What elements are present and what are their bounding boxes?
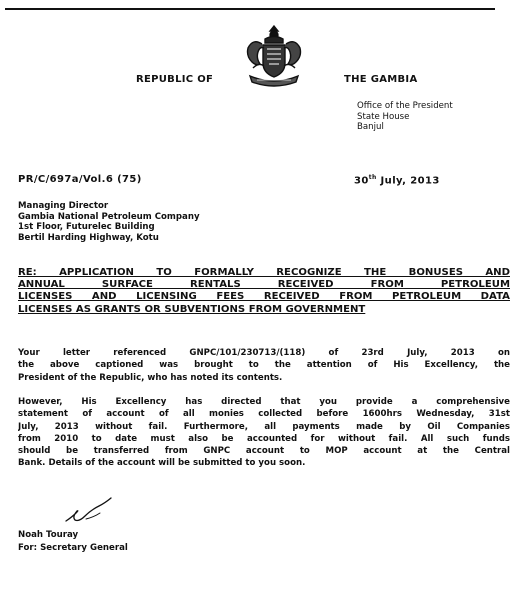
paragraph-line: Bank. Details of the account will be submitted to you soon. (18, 458, 306, 469)
signatory-block (18, 529, 128, 554)
reference-number: PR/C/697a/Vol.6 (75) (18, 174, 142, 185)
recipient-line: 1st Floor, Futurelec Building (18, 222, 155, 232)
subject-line-3: LICENSES AND LICENSING FEES RECEIVED FROM PETROLEUM DATA (18, 291, 510, 303)
letter-date (354, 174, 440, 186)
paragraph-line: from 2010 to date must also be accounted for without fail. All such funds (18, 433, 510, 444)
signatory-name: Noah Touray (18, 530, 79, 540)
paragraph-line: However, His Excellency has directed that you provide a comprehensive (18, 397, 510, 407)
signatory-title: For: Secretary General (18, 542, 128, 553)
handwritten-signature (56, 493, 136, 529)
recipient-address (18, 201, 200, 243)
subject-line (18, 267, 510, 316)
date-day: 30 (354, 175, 369, 187)
office-address (357, 101, 453, 133)
coat-of-arms-crest-icon (243, 24, 305, 88)
paragraph-line: should be transferred from GNPC account to MOP account at the Central (18, 446, 510, 457)
paragraph-line: Your letter referenced GNPC/101/230713/(118) of 23rd July, 2013 on (18, 348, 510, 358)
date-suffix: th (368, 174, 377, 181)
top-rule (5, 8, 495, 10)
paragraph-line: statement of account of all monies collected before 1600hrs Wednesday, 31st (18, 409, 510, 420)
date-rest: July, 2013 (376, 175, 440, 187)
the-gambia-label: THE GAMBIA (344, 74, 418, 85)
body-paragraph-1 (18, 347, 510, 384)
subject-line-2: ANNUAL SURFACE RENTALS RECEIVED FROM PETROLEUM (18, 279, 510, 291)
subject-line-1: RE: APPLICATION TO FORMALLY RECOGNIZE THE BONUSES AND (18, 267, 510, 278)
paragraph-line: President of the Republic, who has noted its contents. (18, 372, 283, 383)
republic-of-label: REPUBLIC OF (136, 74, 214, 85)
office-line: Banjul (357, 122, 384, 132)
paragraph-line: the above captioned was brought to the attention of His Excellency, the (18, 360, 510, 371)
recipient-line: Gambia National Petroleum Company (18, 211, 200, 222)
office-line: State House (357, 111, 410, 122)
recipient-line: Bertil Harding Highway, Kotu (18, 232, 159, 243)
office-line: Office of the President (357, 101, 453, 111)
body-paragraph-2 (18, 396, 510, 470)
recipient-line: Managing Director (18, 201, 109, 211)
subject-line-4: LICENSES AS GRANTS OR SUBVENTIONS FROM GOVERNMENT (18, 303, 366, 315)
paragraph-line: July, 2013 without fail. Furthermore, all payments made by Oil Companies (18, 421, 510, 432)
